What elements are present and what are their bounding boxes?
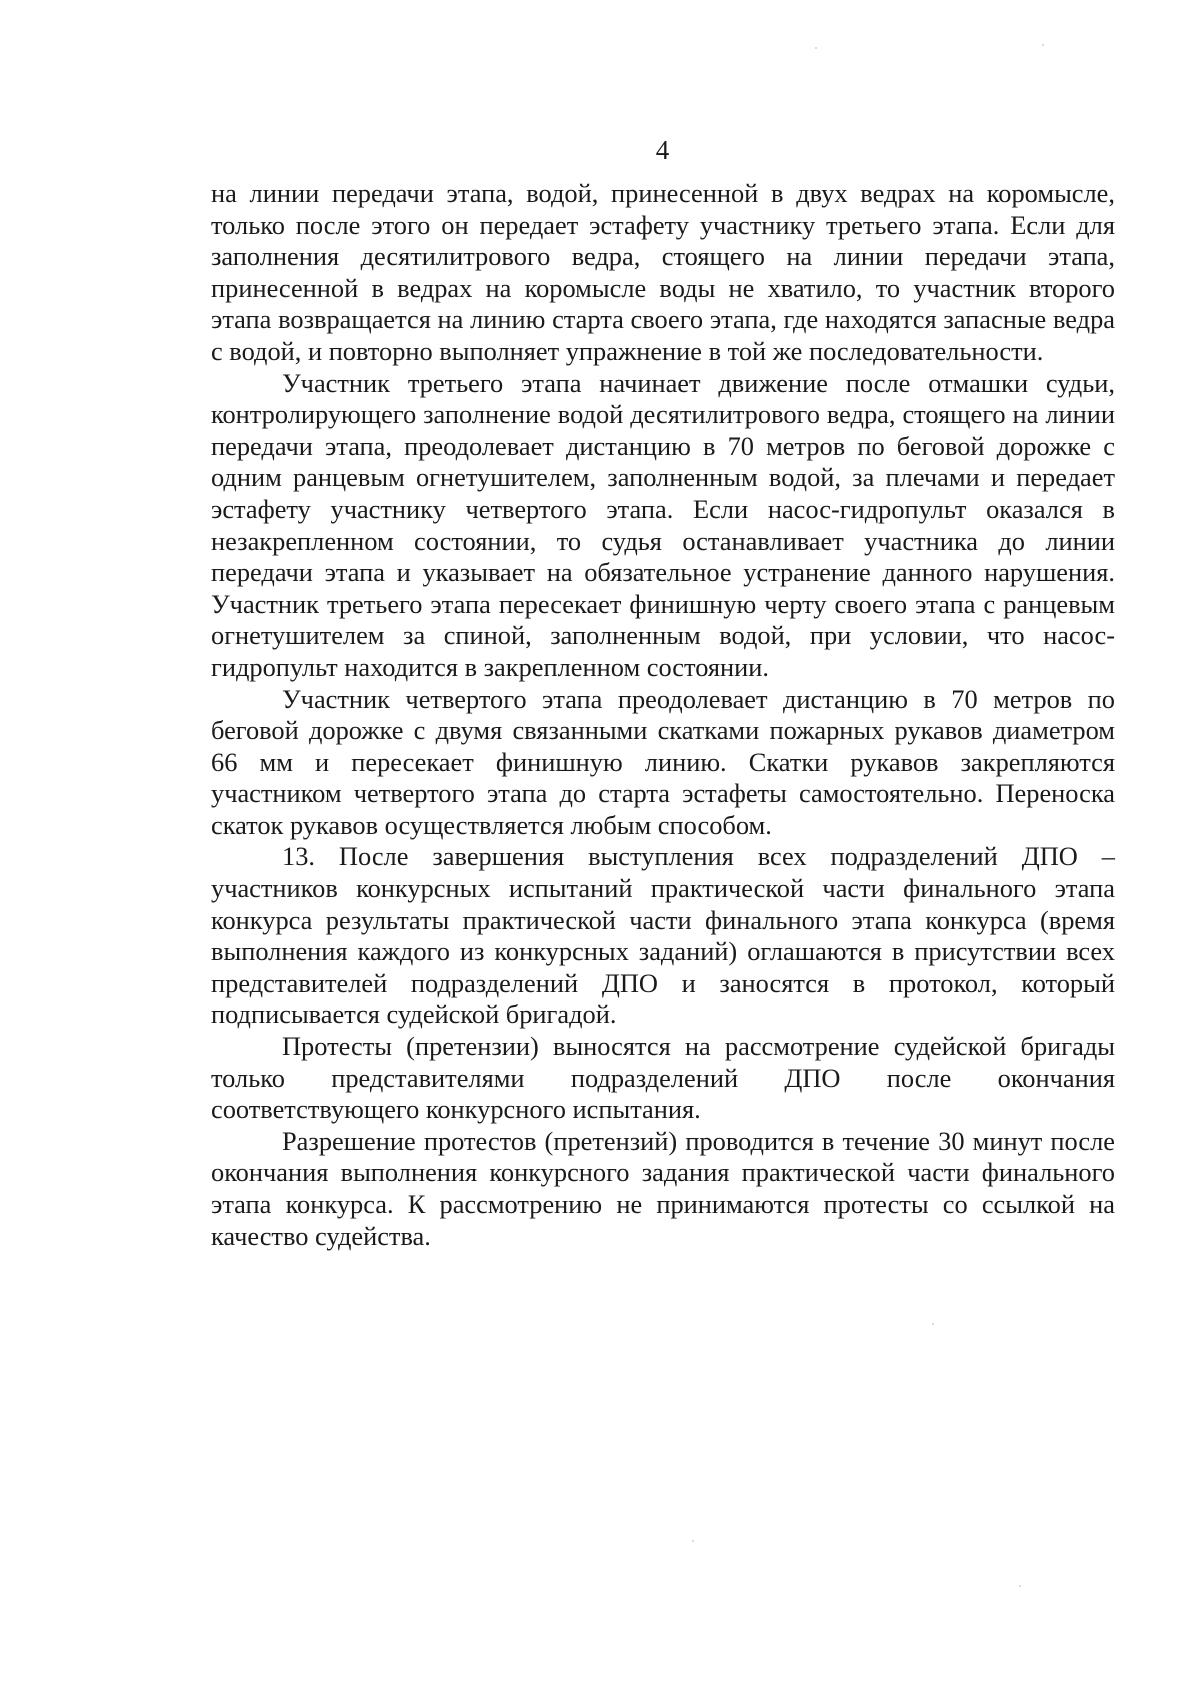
page-number: 4 <box>655 135 670 165</box>
scan-speck <box>815 47 817 49</box>
paragraph-fourth-stage: Участник четвертого этапа преодолевает дистанцию в 70 метров по беговой дорожке с двумя связанными скатками пожарных рукавов диаметром 66 мм и пересекает финишную линию. Скатки рукавов закрепляются участником четвертого этапа до старта эстафеты самостоятельно. Переноска скаток рукавов осуществляется любым способом. <box>211 683 1115 840</box>
paragraph-protest-resolution: Разрешение протестов (претензий) проводится в течение 30 минут после окончания выполнения конкурсного задания практической части финального этапа конкурса. К рассмотрению не принимаются протесты со ссылкой на качество судейства. <box>211 1125 1115 1251</box>
paragraph-third-stage: Участник третьего этапа начинает движение после отмашки судьи, контролирующего заполнение водой десятилитрового ведра, стоящего на линии передачи этапа, преодолевает дистанцию в 70 метров по беговой дорожке с одним ранцевым огнетушителем, заполненным водой, за плечами и передает эстафету участнику четвертого этапа. Если насос-гидропульт оказался в незакрепленном состоянии, то судья останавливает участника до линии передачи этапа и указывает на обязательное устранение данного нарушения. Участник третьего этапа пересекает финишную черту своего этапа с ранцевым огнетушителем за спиной, заполненным водой, при условии, что насос-гидропульт находится в закрепленном состоянии. <box>211 367 1115 682</box>
document-body <box>211 178 1115 1252</box>
paragraph-item-13: 13. После завершения выступления всех подразделений ДПО – участников конкурсных испытаний практической части финального этапа конкурса результаты практической части финального этапа конкурса (время выполнения каждого из конкурсных заданий) оглашаются в присутствии всех представителей подразделений ДПО и заносятся в протокол, который подписывается судейской бригадой. <box>211 841 1115 1030</box>
scan-speck <box>692 1540 694 1542</box>
scan-speck <box>932 1323 934 1325</box>
paragraph-protests: Протесты (претензии) выносятся на рассмотрение судейской бригады только представителями подразделений ДПО после окончания соответствующего конкурсного испытания. <box>211 1031 1115 1125</box>
scan-speck <box>1019 1585 1021 1587</box>
paragraph-continuation: на линии передачи этапа, водой, принесенной в двух ведрах на коромысле, только после этого он передает эстафету участнику третьего этапа. Если для заполнения десятилитрового ведра, стоящего на линии передачи этапа, принесенной в ведрах на коромысле воды не хватило, то участник второго этапа возвращается на линию старта своего этапа, где находятся запасные ведра с водой, и повторно выполняет упражнение в той же последовательности. <box>211 178 1115 366</box>
scan-speck <box>1042 44 1044 46</box>
